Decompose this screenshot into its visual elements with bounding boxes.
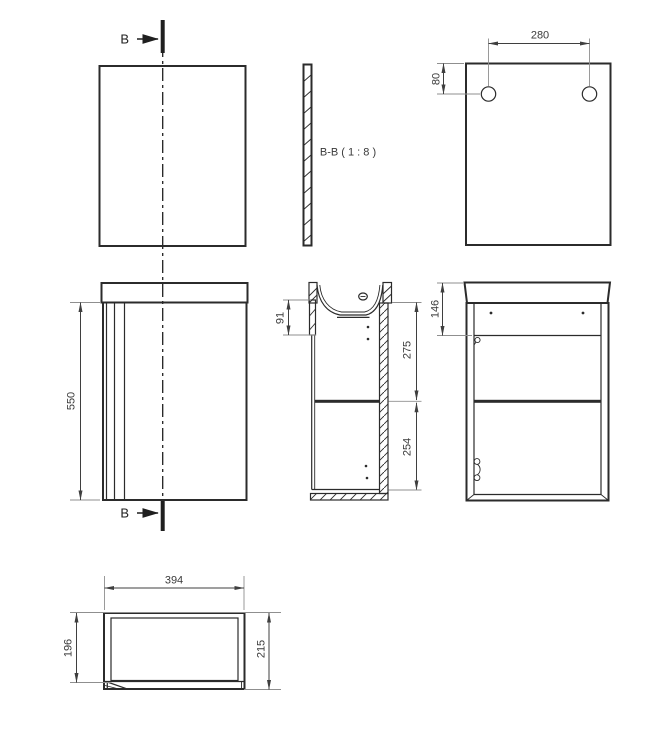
hinge-upper (474, 337, 480, 344)
mirror-front-view (100, 66, 246, 246)
shelf-edge (474, 400, 601, 403)
dim-label-215: 215 (255, 639, 267, 659)
dim-label-196: 196 (62, 638, 74, 657)
dim-label-550: 550 (65, 391, 77, 411)
cabinet-front-view (70, 283, 248, 500)
section-cut-line (137, 20, 163, 531)
cabinet-plan-view (70, 576, 281, 690)
section-marker-b-top: B (120, 31, 130, 46)
hinge-lower (474, 459, 480, 481)
cabinet-rear-view (437, 283, 610, 501)
fixing-hole-left (481, 87, 495, 101)
shelf-section (315, 400, 380, 403)
dim-label-146: 146 (429, 299, 441, 319)
dim-label-275: 275 (401, 340, 414, 360)
section-marker-b-bottom: B (120, 505, 130, 520)
cabinet-section-view (283, 283, 422, 501)
back-panel-view (437, 39, 611, 246)
basin-bowl-profile (317, 285, 383, 315)
fixing-hole-right (582, 87, 596, 101)
dim-label-80: 80 (430, 72, 442, 85)
back-panel-section (380, 303, 389, 494)
bottom-panel-section (311, 494, 389, 501)
dim-label-254: 254 (401, 437, 414, 456)
dim-label-280: 280 (530, 29, 550, 42)
mirror-section-strip (304, 65, 312, 246)
section-view-title: B-B ( 1 : 8 ) (319, 146, 377, 159)
door-edge-notch (105, 682, 127, 689)
dim-label-91: 91 (274, 311, 287, 324)
dim-label-394: 394 (164, 574, 184, 586)
